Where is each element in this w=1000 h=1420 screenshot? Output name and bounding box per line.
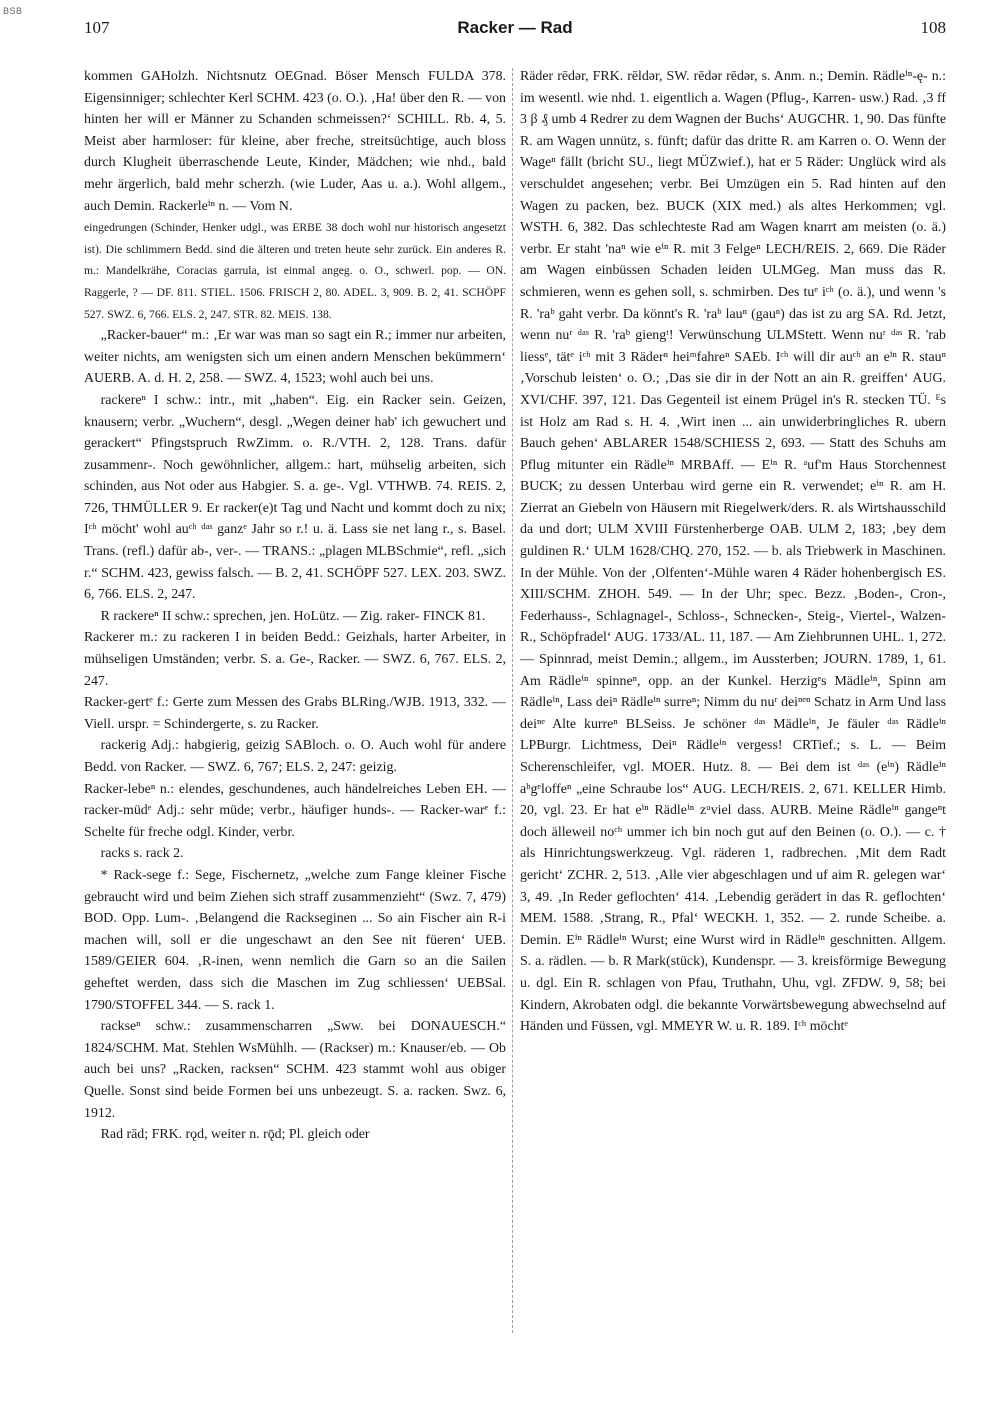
library-stamp: BSB	[3, 6, 23, 16]
left-column-entry: rackerig Adj.: habgierig, geizig SABloch. o. O. Auch wohl für andere Bedd. von Racker. — SWZ. 6, 767; ELS. 2, 247: geizig.	[84, 738, 506, 775]
left-column-entry: Racker-gertᵉ f.: Gerte zum Messen des Grabs BLRing./WJB. 1913, 332. — Viell. urspr. = Schindergerte, s. zu Racker.	[84, 695, 506, 732]
left-column-entry: Racker-lebeⁿ n.: elendes, geschundenes, auch händelreiches Leben EH. — racker-müdᵉ Adj.: sehr müde; verbr., häufiger hunds-. — Racker-warᵉ f.: Schelte für freche odgl. Kinder, verbr.	[84, 781, 506, 840]
page-number-right: 108	[920, 18, 946, 37]
left-column-entry: rackseⁿ schw.: zusammenscharren „Sww. bei DONAUESCH.“ 1824/SCHM. Mat. Stehlen WsMühlh. — (Rackser) m.: Knauser/eb. — Ob auch bei uns? „Racken, racksen“ SCHM. 423 stammt wohl aus obiger Quelle. Sonst sind beide Formen bei uns unbezeugt. S. a. racken. Swz. 6, 1912.	[84, 1019, 506, 1121]
page-header	[84, 14, 946, 44]
column-divider	[512, 68, 513, 1333]
left-column-entry: racks s. rack 2.	[100, 846, 184, 862]
left-column-entry: Rackerer m.: zu rackeren I in beiden Bedd.: Geizhals, harter Arbeiter, in mühseligen Umständen; verbr. S. a. Ge-, Racker. — SWZ. 6, 767. ELS. 2, 247.	[84, 630, 506, 689]
left-column	[84, 66, 506, 1346]
left-column-entry: rackereⁿ I schw.: intr., mit „haben“. Eig. ein Racker sein. Geizen, knausern; verbr. „Wuchern“, desgl. „Wegen deiner hab' ich gewuchert und gerackert“ Pfingstspruch RwZimm. o. R./VTH. 2, 128. Trans. dafür zusammenr-. Noch gewöhnlicher, allgem.: hart, mühselig arbeiten, sich schinden, aus Not oder aus Habgier. S. a. ge-. Vgl. VTHWB. 74. REIS. 2, 726, THMÜLLER 9. Er racker(e)t Tag und Nacht und kommt doch zu nix; Iᶜʰ möcht' wohl auᶜʰ ᵈᵃˢ ganzᵉ Jahr so r.! u. ä. Lass sie net lang r., s. Basel. Trans. (refl.) dafür ab-, ver-. — TRANS.: „plagen MLBSchmie“, refl. „sich r.“ SCHM. 423, gewiss falsch. — B. 2, 41. SCHÖPF 527. LEX. 203. SWZ. 6, 766. ELS. 2, 247.	[84, 392, 506, 603]
left-column-entry: Rad rād; FRK. rǫd, weiter n. rǭd; Pl. gleich oder	[100, 1127, 370, 1143]
right-column-entry: Räder rēdər, FRK. rēldər, SW. rēdər rēdər, s. Anm. n.; Demin. Rädleⁱⁿ-ę- n.: im wesentl. wie nhd. 1. eigentlich a. Wagen (Pflug-, Karren- usw.) Rad. ‚3 ff 3 β ₰ umb 4 Redrer zu dem Wagnen der Buchs‘ AUGCHR. 1, 90. Das fünfte R. am Wagen unnütz, s. fünft; dafür das dritte R. am Karren o. O. Wenn der Wageⁿ fällt (bricht SU., liegt MÜZwief.), hat er 5 Räder: Unglück wird als verschuldet angesehen; verbr. Bei Umzügen ein 5. Rad hinten auf den Wagen zu packen, bez. BUCK (XIX med.) als altes Herkommen; vgl. WSTH. 6, 382. Das schlechteste Rad am Wagen knarrt am meisten (o. ä.) verbr. Er staht 'naⁿ wie eⁱⁿ R. mit 3 Felgeⁿ LECH/REIS. 2, 669. Die Räder am Wagen einbüssen Schaden leiden ULMGeg. Man muss das R. schmieren, wenn es gehen soll, s. schmirben. Des tuᵉ iᶜʰ (o. ä.), und wenn 's R. 'raᵇ gaht verbr. Da könnt's R. 'raᵇ lauⁿ (gauⁿ) das ist zu arg SA. Rd. Jetzt, wenn nuʳ ᵈᵃˢ R. 'raᵇ giengᵗ! Verwünschung ULMStett. Wenn nuʳ ᵈᵃˢ R. 'rab liessᵉ, tätᵉ iᶜʰ mit 3 Räderⁿ heiᵐfahreⁿ SAEb. Iᶜʰ will dir auᶜʰ an eⁱⁿ R. stauⁿ ‚Vorschub leisten‘ o. O.; ‚Das sie dir in der Nott an ain R. greiffen‘ AUG. XVI/CHF. 397, 121. Das Gegenteil ist einem Prügel in's R. stecken TÜ. ᴱs ist Holz am Rad s. H. 4. ‚Wirt inen ... ain unwiderbringliches R. ubern Bauch gehen‘ ABLARER 1548/SCHIESS 2, 693. — Statt des Schuhs am Pflug mitunter ein Rädleⁱⁿ MRBAff. — Eⁱⁿ R. ᵃuf'm Haus Storchennest BUCK; zu dessen Unterbau wird gerne ein R. verwendet; eⁱⁿ R. am H. Zierrat an Giebeln von Häusern mit Riegelwerk/ders. R. als Wirtshausschild da und dort; ULM XVIII Fürstenherberge OAB. ULM 2, 183; ‚bey dem guldinen R.‘ ULM 1628/CHQ. 270, 152. — b. als Triebwerk in Maschinen. In der Mühle. Von der ‚Olfenten‘-Mühle waren 4 Räder hohenbergisch ES. XIII/SCHM. ZHOH. 549. — In der Uhr; spec. Bezz. ‚Boden-, Cron-, Federhauss-, Schlagnagel-, Schloss-, Schnecken-, Steig-, Viertel-, Walzen-R., Schöpfradel‘ AUG. 1733/AL. 11, 187. — Am Ziehbrunnen UHL. 1, 272. — Spinnrad, meist Demin.; allgem., im Aussterben; JOURN. 1789, 1, 61. Am Rädleⁱⁿ spinneⁿ, opp. an der Kunkel. Herzigᵉs Mädleⁱⁿ, Spinn am Rädleⁱⁿ, Lass deiⁿ Rädleⁱⁿ surreⁿ; Nimm du nuʳ deiⁿᵉⁿ Schatz in Arm Und lass deiⁿᵉ Alte kurreⁿ BLSeiss. Je schöner ᵈᵃˢ Mädleⁱⁿ, Je fäuler ᵈᵃˢ Rädleⁱⁿ LPBurgr. Lichtmess, Deiⁿ Rädleⁱⁿ vergess! CRTief.; s. L. — Beim Scherenschleifer, vgl. MOER. Hutz. 8. — Bei dem ist ᵈᵃˢ (eⁱⁿ) Rädleⁱⁿ aᵇgᵉloffeⁿ „eine Schraube los“ AUG. LECH/REIS. 2, 671. KELLER Himb. 20, vgl. 23. Er hat eⁱⁿ Rädleⁱⁿ zᵘviel dass. AURB. Meine Rädleⁱⁿ gangeⁿt doch älleweil noᶜʰ ummer ich bin noch gut auf den Beinen (o. O.). — c. † als Hinrichtungswerkzeug. Vgl. räderen 1, radbrechen. ‚Mit dem Radt gericht‘ ZCHR. 2, 513. ‚Alle vier abgeschlagen und uf aim R. gelegen war‘ 3, 49. ‚In Reder geflochten‘ 414. ‚Lebendig gerädert in das R. geflochten‘ MEM. 1588. ‚Strang, R., Pfal‘ WECKH. 1, 352. — 2. runde Scheibe. a. Demin. Eⁱⁿ Rädleⁱⁿ Wurst; eine Wurst wird in Rädleⁱⁿ geschnitten. Allgem. S. a. rädlen. — b. R Mark(stück), Kundenspr. — 3. kreisförmige Bewegung u. dgl. Ein R. schlagen von Pfau, Truthahn, Uhu, vgl. ZFDW. 9, 58; bei Kindern, Akrobaten odgl. die bekannte Vorwärtsbewegung abwechselnd auf Händen und Füssen, vgl. MMEYR W. u. R. 189. Iᶜʰ möchtᵉ	[520, 69, 946, 1035]
left-column-entry: R rackereⁿ II schw.: sprechen, jen. HoLütz. — Zig. raker- FINCK 81.	[100, 608, 486, 624]
left-column-entry: kommen GAHolzh. Nichtsnutz OEGnad. Böser Mensch FULDA 378. Eigensinniger; schlechter Kerl SCHM. 423 (o. O.). ‚Ha! über den R. — von hinten her will er Männer zu Schanden schmeissen?‘ SCHILL. Rb. 4, 5. Meist aber harmloser: für kleine, aber freche, streitsüchtige, auch bloss durch Klugheit überraschende Leute, Kinder, Mädchen; wie nhd., bald mehr ärgerlich, bald mehr scherzh. (wie Luder, Aas u. a.). Wohl allgem., auch Demin. Rackerleⁱⁿ n. — Vom N.	[84, 69, 506, 214]
running-title: Racker — Rad	[457, 18, 573, 37]
left-column-entry: * Rack-sege f.: Sege, Fischernetz, „welche zum Fange kleiner Fische gebraucht wird und beim Ziehen sich straff zusammenzieht“ (Swz. 7, 479) BOD. Opp. Lum-. ‚Belangend die Rackseginen ... So ain Fischer ain R-i machen will, soll er die ungeschawt an den See nit füeren‘ UEB. 1589/GEIER 604. ‚R-inen, wenn nemlich die Garn so an die Sailen geheftet werden, dass sich die Maschen im Zug schliessen‘ UEBSal. 1790/STOFFEL 344. — S. rack 1.	[84, 867, 506, 1013]
left-column-entry: „Racker-bauer“ m.: ‚Er war was man so sagt ein R.; immer nur arbeiten, weiter nichts, am wenigsten sich um einen andern Menschen bekümmern‘ AUERB. A. d. H. 2, 258. — SWZ. 4, 1523; wohl auch bei uns.	[84, 328, 506, 387]
right-column	[520, 66, 946, 1346]
left-column-entry: eingedrungen (Schinder, Henker udgl., was ERBE 38 doch wohl nur historisch angesetzt ist). Die schlimmern Bedd. sind die älteren und treten heute sehr zurück. Ein anderes R. m.: Mandelkrähe, Coracias garrula, ist einmal angeg. o. O., schwerl. pop. — ON. Raggerle, ? — DF. 811. STIEL. 1506. FRISCH 2, 80. ADEL. 3, 909. B. 2, 41. SCHÖPF 527. SWZ. 6, 766. ELS. 2, 247. STR. 82. MEIS. 138.	[84, 221, 506, 321]
page-number-left: 107	[84, 18, 110, 37]
